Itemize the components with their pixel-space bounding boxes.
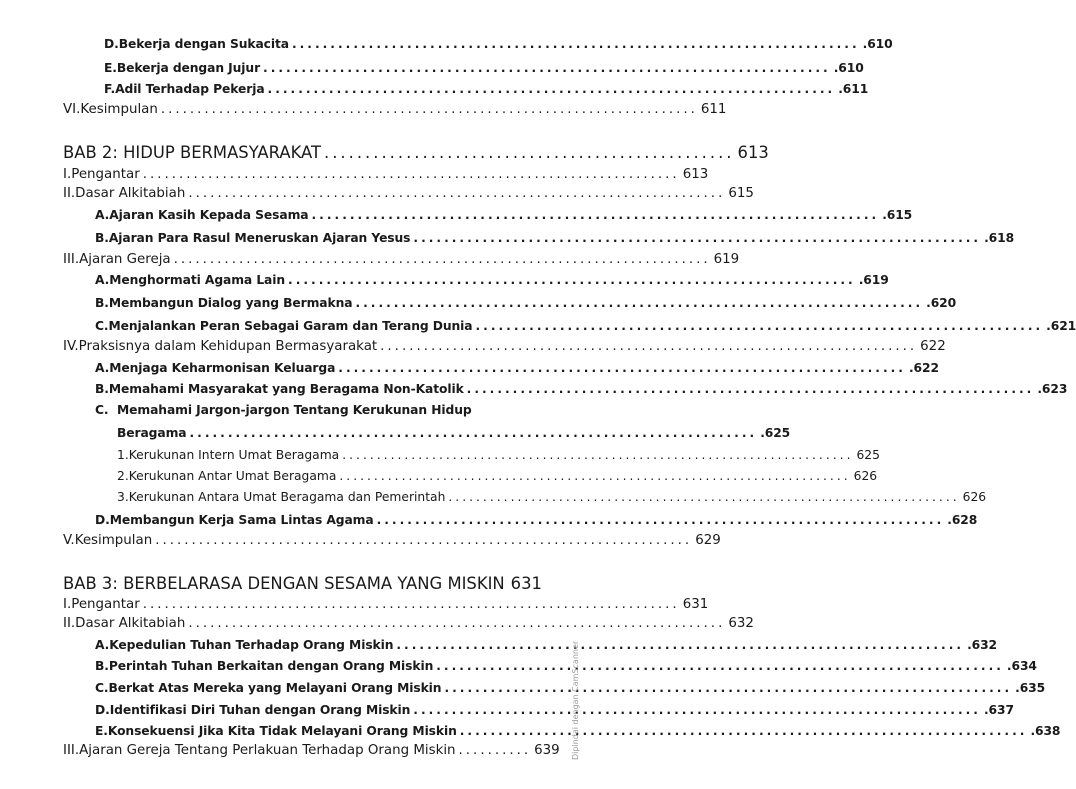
entry-page: 632: [728, 616, 754, 631]
entry-title: Identifikasi Diri Tuhan dengan Orang Miskin: [109, 703, 411, 717]
toc-subentry: [95, 681, 1046, 695]
entry-page: 613: [682, 167, 709, 182]
dot-leader: ..........................................................................: [475, 319, 1044, 333]
entry-page: 631: [682, 597, 709, 612]
dot-leader: ..........................................................................: [188, 616, 726, 631]
entry-title: Berkat Atas Mereka yang Melayani Orang Miskin: [108, 681, 442, 695]
toc-subentry: [95, 703, 1014, 717]
toc-subentry-continuation: [117, 426, 791, 440]
toc-entry: [63, 167, 709, 182]
entry-label: I.: [63, 597, 72, 612]
entry-title: Membangun Kerja Sama Lintas Agama: [109, 513, 374, 527]
entry-page: .615: [882, 208, 913, 222]
toc-entry: [63, 597, 709, 612]
entry-label: VI.: [63, 102, 81, 117]
entry-page: .637: [983, 703, 1014, 717]
entry-label: B.: [95, 296, 109, 310]
entry-label: A.: [95, 208, 110, 222]
entry-label: D.: [104, 37, 119, 51]
entry-label: D.: [95, 513, 110, 527]
dot-leader: ..........................................................................: [413, 703, 981, 717]
entry-title: Bekerja dengan Sukacita: [118, 37, 289, 51]
toc-subentry: [95, 638, 998, 652]
entry-label: V.: [63, 533, 75, 548]
entry-title: Adil Terhadap Pekerja: [115, 82, 265, 96]
entry-title: Pengantar: [71, 597, 140, 612]
entry-page: 626: [853, 469, 878, 483]
entry-page: .621: [1046, 319, 1076, 333]
dot-leader: ..........: [458, 743, 532, 758]
toc-entry-f: [104, 82, 869, 96]
entry-title: Kesimpulan: [74, 533, 153, 548]
entry-page: 615: [728, 186, 754, 201]
dot-leader: ..........................................................................: [376, 513, 945, 527]
chapter-page: 631: [510, 574, 542, 593]
entry-page: .623: [1037, 382, 1068, 396]
entry-page: .610: [862, 37, 893, 51]
dot-leader: ..........................................................................: [342, 448, 854, 462]
entry-label: III.: [63, 743, 80, 758]
dot-leader: ..........................................................................: [466, 382, 1035, 396]
entry-page: .625: [760, 426, 791, 440]
dot-leader: ..........................................................................: [142, 167, 680, 182]
entry-title: Membangun Dialog yang Bermakna: [108, 296, 353, 310]
entry-label: A.: [95, 273, 110, 287]
entry-title: Perintah Tuhan Berkaitan dengan Orang Miskin: [108, 659, 434, 673]
entry-title: Kepedulian Tuhan Terhadap Orang Miskin: [109, 638, 394, 652]
entry-title: Dasar Alkitabiah: [75, 616, 186, 631]
entry-page: .618: [984, 231, 1015, 245]
entry-page: .632: [967, 638, 998, 652]
entry-title: Ajaran Para Rasul Meneruskan Ajaran Yesus: [108, 231, 411, 245]
dot-leader: ..........................................................................: [436, 659, 1004, 673]
dot-leader: ..........................................................................: [459, 724, 1028, 738]
entry-title: Praksisnya dalam Kehidupan Bermasyarakat: [78, 339, 378, 354]
toc-subsubentry: [117, 448, 880, 462]
toc-subentry: [95, 296, 957, 310]
toc-subentry: [95, 319, 1076, 333]
entry-page: 625: [856, 448, 880, 462]
entry-label: 3.: [117, 490, 129, 504]
dot-leader: ..........................................................................: [155, 533, 693, 548]
dot-leader: ..........................................................................: [380, 339, 918, 354]
entry-label: B.: [95, 231, 109, 245]
entry-title: Ajaran Gereja: [79, 252, 171, 267]
entry-label: III.: [63, 252, 80, 267]
dot-leader: ..........................................................................: [339, 469, 851, 483]
dot-leader: ..........................................................................: [173, 252, 711, 267]
entry-title: Kerukunan Intern Umat Beragama: [128, 448, 340, 462]
entry-page: 629: [695, 533, 721, 548]
dot-leader: ..........................................................................: [291, 37, 860, 51]
toc-subentry: [95, 273, 889, 287]
entry-title: Menjalankan Peran Sebagai Garam dan Terang Dunia: [108, 319, 473, 333]
entry-title: Memahami Masyarakat yang Beragama Non-Katolik: [108, 382, 464, 396]
chapter-title: BAB 2: HIDUP BERMASYARAKAT: [63, 143, 321, 162]
toc-entry: [63, 186, 754, 201]
entry-label: B.: [95, 659, 109, 673]
entry-title: Konsekuensi Jika Kita Tidak Melayani Orang Miskin: [107, 724, 457, 738]
entry-label: 2.: [117, 469, 129, 483]
dot-leader: ..........................................................................: [189, 426, 758, 440]
entry-label: A.: [95, 638, 110, 652]
entry-title: Ajaran Gereja Tentang Perlakuan Terhadap Orang Miskin: [79, 743, 456, 758]
entry-title: Dasar Alkitabiah: [75, 186, 186, 201]
entry-page: 611: [700, 102, 727, 117]
entry-page: .611: [838, 82, 869, 96]
entry-page: .610: [833, 61, 864, 75]
entry-label: D.: [95, 703, 110, 717]
entry-title: Kesimpulan: [80, 102, 158, 117]
entry-label: 1.: [117, 448, 129, 462]
toc-entry: [63, 252, 740, 267]
toc-subentry: [95, 361, 939, 375]
entry-title: Kerukunan Antara Umat Beragama dan Pemerintah: [128, 490, 446, 504]
entry-page: 626: [962, 490, 987, 504]
entry-page: .638: [1030, 724, 1061, 738]
dot-leader: ..........................................................................: [188, 186, 726, 201]
toc-entry-d: [104, 37, 893, 51]
entry-page: 639: [534, 743, 560, 758]
dot-leader: ..........................................................................: [396, 638, 965, 652]
entry-title: Menghormati Agama Lain: [109, 273, 286, 287]
toc-entry: [63, 616, 754, 631]
scanner-watermark: Dipindai dengan CamScanner: [571, 640, 580, 760]
toc-subentry: [95, 724, 1061, 738]
entry-title: Ajaran Kasih Kepada Sesama: [109, 208, 309, 222]
chapter-title: BAB 3: BERBELARASA DENGAN SESAMA YANG MISKIN: [63, 574, 505, 593]
toc-entry: [63, 743, 560, 758]
dot-leader: ..........................................................................: [355, 296, 924, 310]
toc-subentry: [95, 513, 978, 527]
toc-subsubentry: [117, 469, 878, 483]
dot-leader: ..........................................................................: [413, 231, 982, 245]
dot-leader: ..........................................................................: [263, 61, 831, 75]
entry-page: 619: [713, 252, 740, 267]
dot-leader: ..........................................................................: [160, 102, 698, 117]
entry-label: F.: [104, 82, 116, 96]
entry-page: .619: [858, 273, 889, 287]
entry-page: .628: [947, 513, 978, 527]
entry-title: Bekerja dengan Jujur: [116, 61, 261, 75]
toc-entry-vi: [63, 102, 727, 117]
entry-label: E.: [104, 61, 117, 75]
entry-page: .622: [908, 361, 939, 375]
entry-label: A.: [95, 361, 110, 375]
chapter-heading-bab3: [63, 574, 541, 593]
dot-leader: ..................................................: [324, 143, 735, 162]
toc-subsubentry: [117, 490, 987, 504]
entry-label: C.: [95, 319, 109, 333]
dot-leader: ..........................................................................: [267, 82, 836, 96]
dot-leader: ..........................................................................: [288, 273, 856, 287]
toc-subentry: [95, 382, 1068, 396]
entry-page: 622: [920, 339, 946, 354]
entry-label: C.: [95, 681, 109, 695]
entry-title: Beragama: [117, 426, 187, 440]
dot-leader: ..........................................................................: [444, 681, 1013, 695]
toc-subentry: [95, 659, 1037, 673]
dot-leader: ..........................................................................: [311, 208, 880, 222]
entry-page: .635: [1015, 681, 1046, 695]
entry-page: .620: [926, 296, 957, 310]
dot-leader: ..........................................................................: [142, 597, 680, 612]
toc-subentry: [95, 231, 1015, 245]
entry-label: II.: [63, 186, 76, 201]
toc-entry-e: [104, 61, 864, 75]
entry-title: Memahami Jargon-jargon Tentang Kerukunan Hidup: [117, 403, 472, 417]
dot-leader: ..........................................................................: [338, 361, 906, 375]
entry-title: Pengantar: [71, 167, 140, 182]
entry-label: E.: [95, 724, 108, 738]
toc-subentry: [95, 403, 541, 417]
entry-title: Menjaga Keharmonisan Keluarga: [109, 361, 336, 375]
entry-label: B.: [95, 382, 109, 396]
dot-leader: ..........................................................................: [448, 490, 960, 504]
entry-page: .634: [1006, 659, 1037, 673]
entry-title: Kerukunan Antar Umat Beragama: [128, 469, 337, 483]
chapter-heading-bab2: [63, 143, 769, 162]
toc-subentry: [95, 208, 913, 222]
toc-entry: [63, 533, 721, 548]
entry-label: II.: [63, 616, 76, 631]
entry-label: I.: [63, 167, 72, 182]
chapter-page: 613: [737, 143, 769, 162]
entry-label: C.: [95, 403, 109, 417]
entry-label: IV.: [63, 339, 79, 354]
toc-entry: [63, 339, 946, 354]
